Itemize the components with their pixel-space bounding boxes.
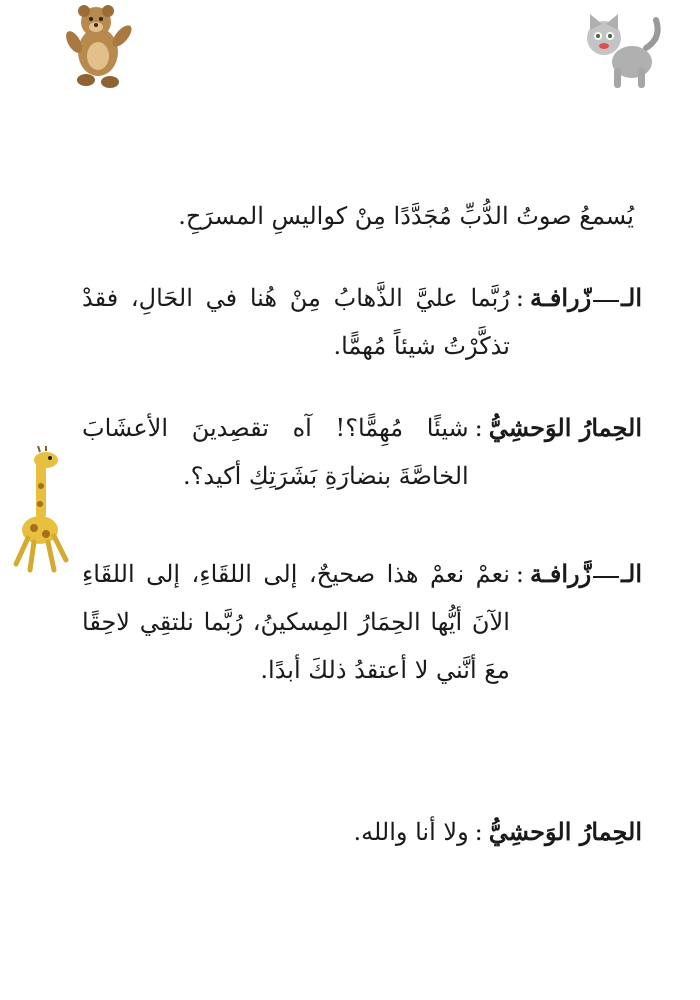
dialogue-line (82, 808, 642, 856)
speaker-colon: : (474, 414, 483, 442)
giraffe-illustration (8, 446, 72, 574)
dialogue-line (82, 550, 642, 694)
speaker-name-end: زّرافـة (530, 283, 592, 312)
speaker-name (530, 550, 642, 598)
dialogue-line (82, 404, 642, 500)
speaker-name: الحِمارُ الوَحشِيُّ (488, 413, 642, 442)
cat-illustration (580, 8, 664, 92)
speaker-colon: : (474, 818, 483, 846)
stage-direction: يُسمعُ صوتُ الدُّبِّ مُجَدَّدًا مِنْ كواليسِ المسرَحِ. (178, 202, 634, 230)
tatweel-stroke (593, 576, 619, 578)
bear-illustration (58, 2, 138, 90)
speech-text: رُبَّما عليَّ الذَّهابُ مِنْ هُنا في الحَالِ، فقدْ تذكَّرْتُ شيئاً مُهمًّا. (82, 284, 510, 360)
speaker-name (530, 274, 642, 322)
speech-text: نعمْ نعمْ هذا صحيحٌ، إلى اللقَاءِ، إلى اللقَاءِ الآنَ أيُّها الحِمَارُ المِسكينُ، رُبَّما نلتقِي لاحِقًا معَ أنَّني لا أعتقدُ ذلكَ أبدًا. (82, 560, 510, 684)
dialogue-line (82, 274, 642, 370)
tatweel-stroke (593, 300, 619, 302)
speaker-colon: : (515, 560, 524, 588)
speaker-colon: : (515, 284, 524, 312)
speaker-name-end: زَّرافـة (530, 559, 592, 588)
speech-text: شيئًا مُهِمًّا؟! آه تقصِدينَ الأعشَابَ الخاصَّةَ بنضارَةِ بَشَرَتِكِ أكيد؟. (82, 414, 469, 490)
speaker-name-start: الـ (620, 559, 642, 588)
speaker-name-start: الـ (620, 283, 642, 312)
speech-text: ولا أنا والله. (353, 818, 469, 846)
speaker-name: الحِمارُ الوَحشِيُّ (488, 817, 642, 846)
